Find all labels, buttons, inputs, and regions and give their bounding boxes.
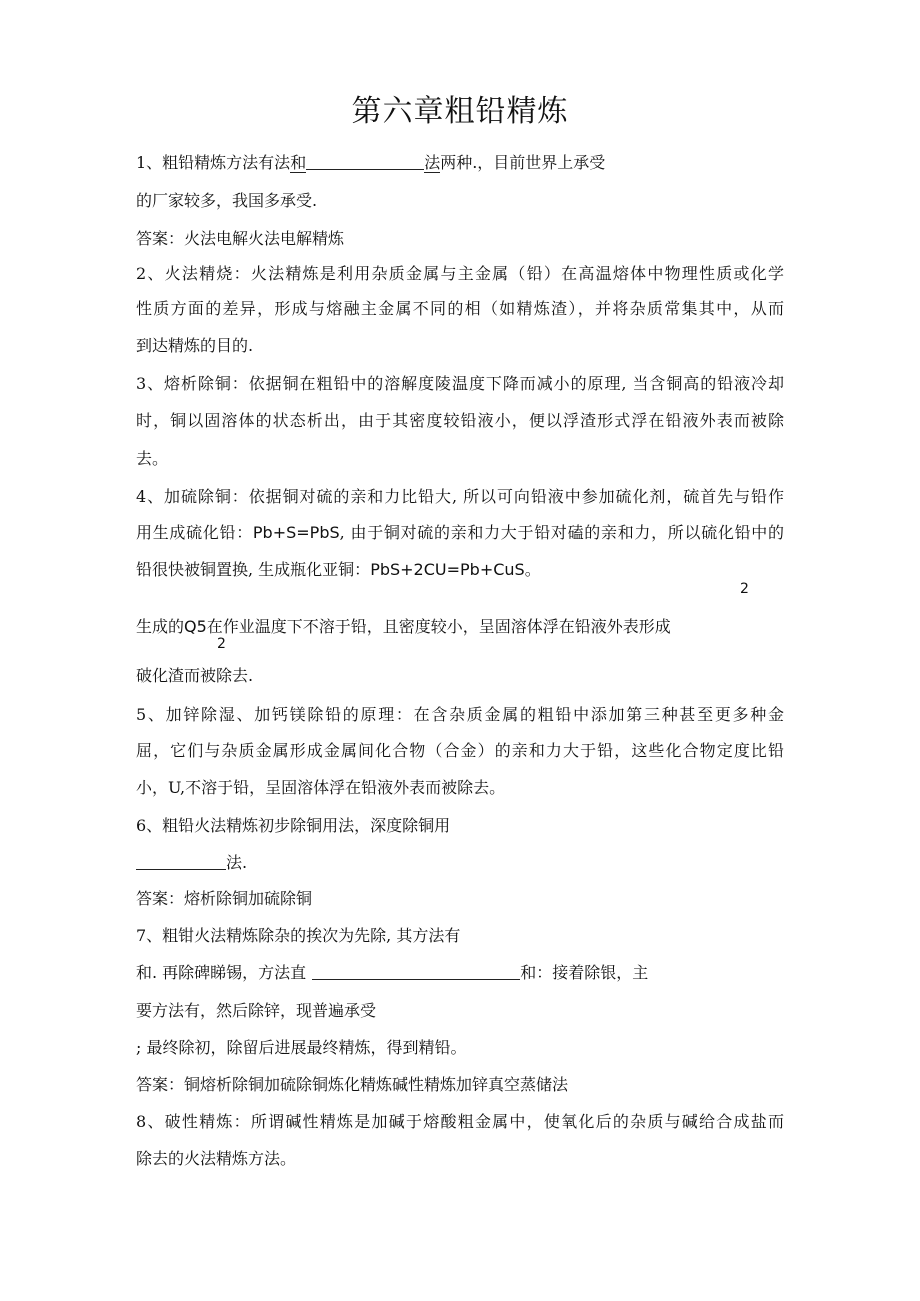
q4-l3-text-pre: 铅很快被铜置换, 生成瓶化亚铜： xyxy=(136,560,371,579)
question-1-line-1 xyxy=(136,153,605,173)
q6-l2-text: 法. xyxy=(226,853,248,872)
question-6-line-2 xyxy=(136,853,247,873)
q7-l2-text-pre: 和. 再除碑睇锡，方法直 xyxy=(136,963,307,982)
q6-answer-blank xyxy=(136,853,226,870)
page-title: 第六章粗铅精炼 xyxy=(351,94,569,129)
q1-underlined-fa: 法 xyxy=(424,153,441,172)
question-6-line-1: 6、粗铅火法精炼初步除铜用法，深度除铜用 xyxy=(136,816,451,835)
question-2-line-2: 性质方面的差异，形成与熔融主金属不同的相（如精炼渣），并将杂质常集其中，从而 xyxy=(136,299,784,318)
q4-superscript: 2 xyxy=(740,581,749,597)
q4-formula-2: PbS+2CU=Pb+CuS xyxy=(370,560,525,579)
question-8-line-1: 8、破性精炼：所谓碱性精炼是加碱于熔酸粗金属中，使氧化后的杂质与碱给合成盐而 xyxy=(136,1112,784,1131)
question-5-line-2: 屈，它们与杂质金属形成金属间化合物（合金）的亲和力大于铅，这些化合物定度比铅 xyxy=(136,741,784,760)
question-7-line-4: ; 最终除初，除留后进展最终精炼，得到精铅。 xyxy=(136,1038,467,1057)
q4-l4-text-pre: 生成的 xyxy=(136,617,185,636)
q1-text-pre: 1、粗铅精炼方法有法 xyxy=(136,153,291,172)
q7-l2-text-post: 和：接着除银，主 xyxy=(520,963,649,982)
q1-text-post: 两种.，目前世界上承受 xyxy=(440,153,606,172)
question-4-line-5: 破化渣而被除去. xyxy=(136,666,254,685)
q4-l3-text-post: 。 xyxy=(524,560,541,579)
question-3-line-2: 时，铜以固溶体的状态析出，由于其密度较铅液小，便以浮渣形式浮在铅液外表而被除 xyxy=(136,411,784,430)
question-1-line-2: 的厂家较多，我国多承受. xyxy=(136,191,318,210)
question-7-line-3: 要方法有，然后除锌，现普遍承受 xyxy=(136,1001,377,1020)
q1-underlined-he: 和 xyxy=(290,153,307,172)
question-2-line-3: 到达精炼的目的. xyxy=(136,336,254,355)
question-2-line-1: 2、火法精烧：火法精炼是利用杂质金属与主金属（铅）在高温熔体中物理性质或化学 xyxy=(136,264,784,283)
q4-subscript: 2 xyxy=(217,636,226,652)
question-5-line-3: 小，U,不溶于铅，呈固溶体浮在铅液外表而被除去。 xyxy=(136,778,506,797)
q4-formula-1: Pb+S=PbS xyxy=(252,523,340,542)
question-3-line-1: 3、熔析除铜：依据铜在粗铅中的溶解度陵温度下降而减小的原理, 当含铜高的铅液冷却 xyxy=(136,374,784,393)
answer-1: 答案：火法电解火法电解精炼 xyxy=(136,229,345,248)
answer-7: 答案：铜熔析除铜加硫除铜炼化精炼碱性精炼加锌真空蒸储法 xyxy=(136,1075,569,1094)
q1-answer-blank xyxy=(306,153,424,170)
answer-6: 答案：熔析除铜加硫除铜 xyxy=(136,889,313,908)
question-3-line-3: 去。 xyxy=(136,449,169,468)
question-4-line-2 xyxy=(136,523,784,543)
q4-l4-text-post: 在作业温度下不溶于铅，且密度较小，呈固溶体浮在铅液外表形成 xyxy=(206,617,671,636)
question-8-line-2: 除去的火法精炼方法。 xyxy=(136,1149,297,1168)
question-4-line-1: 4、加硫除铜：依据铜对硫的亲和力比铅大, 所以可向铅液中参加硫化剂，硫首先与铅作 xyxy=(136,487,784,506)
q7-answer-blank xyxy=(312,963,520,980)
q4-l2-text-pre: 用生成硫化铅： xyxy=(136,523,253,542)
question-5-line-1: 5、加锌除湿、加钙镁除铅的原理：在含杂质金属的粗铅中添加第三种甚至更多种金 xyxy=(136,705,784,724)
q4-formula-3: Q5 xyxy=(184,617,207,636)
question-7-line-2 xyxy=(136,963,648,983)
q4-l2-text-post: , 由于铜对硫的亲和力大于铅对磕的亲和力，所以硫化铅中的 xyxy=(339,523,784,542)
question-4-line-3 xyxy=(136,560,541,580)
question-4-line-4 xyxy=(136,617,671,637)
question-7-line-1: 7、粗钳火法精炼除杂的挨次为先除, 其方法有 xyxy=(136,926,461,945)
